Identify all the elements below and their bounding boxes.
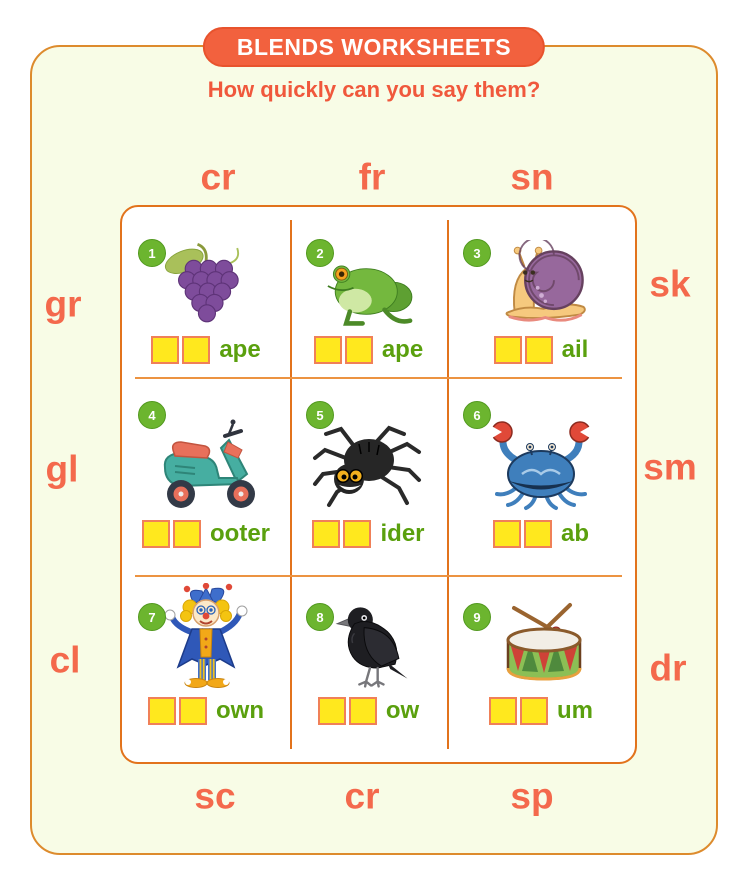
- blend-label-right-3: dr: [649, 647, 687, 689]
- page-title: BLENDS WORKSHEETS: [236, 33, 512, 60]
- answer-box[interactable]: [349, 697, 377, 725]
- answer-box[interactable]: [312, 520, 340, 548]
- answer-row: [494, 334, 589, 365]
- word-suffix: ab: [560, 519, 589, 547]
- answer-box[interactable]: [148, 697, 176, 725]
- blend-label-top-3: sn: [510, 156, 554, 198]
- worksheet-cell-drum: [447, 575, 635, 762]
- answer-row: [493, 518, 589, 549]
- worksheet-grid: [120, 205, 637, 764]
- worksheet-cell-clown: [122, 575, 290, 762]
- answer-row: [151, 334, 260, 365]
- answer-row: [489, 695, 593, 726]
- scooter-image: [149, 414, 264, 512]
- worksheet-panel: [30, 33, 718, 855]
- grapes-image: [154, 240, 258, 328]
- answer-box[interactable]: [525, 336, 553, 364]
- blend-label-bottom-3: sp: [510, 775, 554, 817]
- worksheet-cell-frog: [290, 207, 447, 377]
- number-badge: 8: [306, 603, 334, 631]
- blend-label-left-2: gl: [45, 448, 79, 490]
- snail-image: [485, 240, 597, 328]
- blend-label-top-1: cr: [200, 156, 236, 198]
- title-badge: [203, 27, 545, 67]
- spider-image: [311, 418, 426, 512]
- answer-box[interactable]: [182, 336, 210, 364]
- blend-label-bottom-1: sc: [194, 775, 236, 817]
- word-suffix: ider: [380, 519, 425, 547]
- answer-row: [142, 518, 270, 549]
- crab-image: [484, 416, 599, 512]
- number-badge: 2: [306, 239, 334, 267]
- answer-box[interactable]: [493, 520, 521, 548]
- word-suffix: ape: [381, 335, 424, 363]
- answer-row: [314, 334, 423, 365]
- blend-label-right-1: sk: [649, 263, 691, 305]
- worksheet-cell-scooter: [122, 377, 290, 575]
- answer-box[interactable]: [520, 697, 548, 725]
- worksheet-cell-crow: [290, 575, 447, 762]
- blend-label-bottom-2: cr: [344, 775, 380, 817]
- word-suffix: ape: [219, 335, 261, 363]
- number-badge: 6: [463, 401, 491, 429]
- answer-box[interactable]: [142, 520, 170, 548]
- number-badge: 1: [138, 239, 166, 267]
- worksheet-cell-spider: [290, 377, 447, 575]
- answer-row: [318, 695, 419, 726]
- word-suffix: um: [557, 696, 593, 724]
- drum-image: [484, 594, 599, 689]
- word-suffix: ow: [385, 696, 420, 724]
- answer-box[interactable]: [318, 697, 346, 725]
- answer-box[interactable]: [314, 336, 342, 364]
- number-badge: 4: [138, 401, 166, 429]
- answer-box[interactable]: [173, 520, 201, 548]
- clown-image: [156, 583, 256, 689]
- blend-label-right-2: sm: [643, 446, 697, 488]
- word-suffix: ooter: [210, 519, 270, 547]
- answer-row: [312, 518, 424, 549]
- worksheet-cell-grapes: [122, 207, 290, 377]
- answer-row: [148, 695, 264, 726]
- worksheet-cell-snail: [447, 207, 635, 377]
- worksheet-cell-crab: [447, 377, 635, 575]
- number-badge: 5: [306, 401, 334, 429]
- subtitle: How quickly can you say them?: [207, 77, 541, 102]
- answer-box[interactable]: [489, 697, 517, 725]
- number-badge: 7: [138, 603, 166, 631]
- number-badge: 3: [463, 239, 491, 267]
- word-suffix: own: [216, 696, 264, 724]
- answer-box[interactable]: [179, 697, 207, 725]
- blend-label-left-1: gr: [44, 283, 82, 325]
- answer-box[interactable]: [524, 520, 552, 548]
- blend-label-left-3: cl: [49, 639, 81, 681]
- answer-box[interactable]: [345, 336, 373, 364]
- blend-label-top-2: fr: [358, 156, 386, 198]
- word-suffix: ail: [561, 335, 589, 363]
- cell-grid: [122, 207, 635, 762]
- answer-box[interactable]: [343, 520, 371, 548]
- number-badge: 9: [463, 603, 491, 631]
- answer-box[interactable]: [151, 336, 179, 364]
- answer-box[interactable]: [494, 336, 522, 364]
